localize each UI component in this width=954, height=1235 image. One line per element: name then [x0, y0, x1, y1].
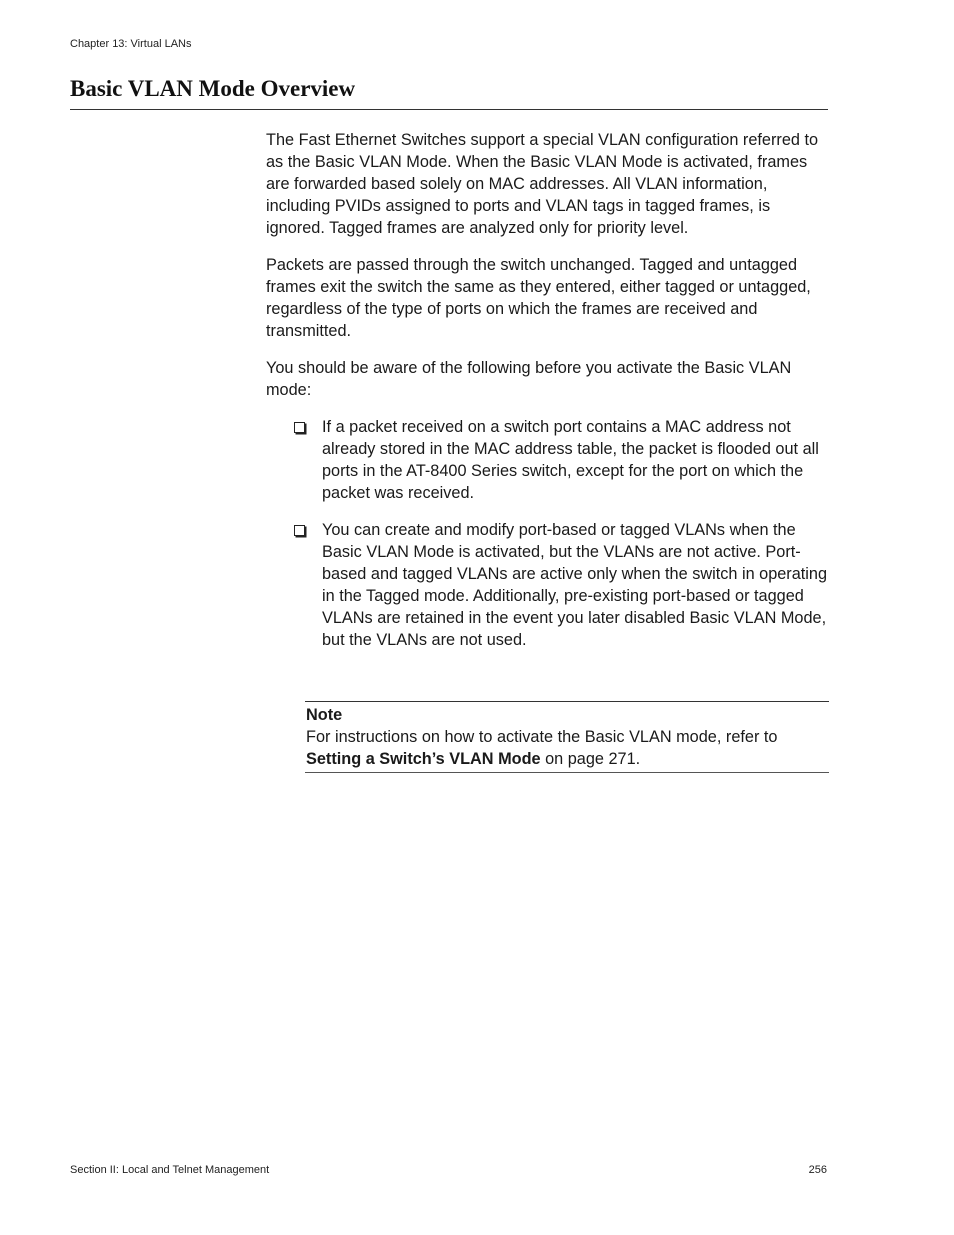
footer-section-label: Section II: Local and Telnet Management: [70, 1164, 270, 1176]
bullet-text: If a packet received on a switch port contains a MAC address not already stored in the MAC address table, the packet is flooded out all ports in the AT-8400 Series switch, except for the port on which the packet was received.: [322, 418, 819, 502]
note-heading: Note: [306, 706, 343, 724]
note-text-before: For instructions on how to activate the Basic VLAN mode, refer to: [306, 728, 778, 746]
list-item: [266, 416, 828, 504]
body-text: [266, 129, 828, 666]
list-item: [266, 519, 828, 651]
note-box: [305, 701, 829, 773]
title-divider: [70, 109, 828, 110]
cross-reference-link[interactable]: Setting a Switch’s VLAN Mode: [306, 750, 541, 768]
bullet-list: [266, 416, 828, 651]
running-header: Chapter 13: Virtual LANs: [70, 38, 192, 50]
note-body: [306, 726, 829, 770]
paragraph-packets: Packets are passed through the switch unchanged. Tagged and untagged frames exit the switch the same as they entered, either tagged or untagged, regardless of the type of ports on which the frames are received and transmitted.: [266, 256, 811, 340]
checkbox-bullet-icon: [294, 525, 305, 536]
note-text-after: on page 271.: [540, 750, 641, 768]
paragraph-intro: The Fast Ethernet Switches support a special VLAN configuration referred to as the Basic VLAN Mode. When the Basic VLAN Mode is activated, frames are forwarded based solely on MAC addresses. All VLAN information, including PVIDs assigned to ports and VLAN tags in tagged frames, is ignored. Tagged frames are analyzed only for priority level.: [266, 131, 819, 237]
bullet-text: You can create and modify port-based or tagged VLANs when the Basic VLAN Mode is activated, but the VLANs are not active. Port-based and tagged VLANs are active only when the switch in operating in the Tagged mode. Additionally, pre-existing port-based or tagged VLANs are retained in the event you later disabled Basic VLAN Mode, but the VLANs are not used.: [322, 521, 828, 649]
paragraph-awareness: You should be aware of the following before you activate the Basic VLAN mode:: [266, 359, 792, 399]
page-title: Basic VLAN Mode Overview: [70, 76, 356, 101]
page-number: 256: [808, 1164, 827, 1176]
checkbox-bullet-icon: [294, 422, 305, 433]
